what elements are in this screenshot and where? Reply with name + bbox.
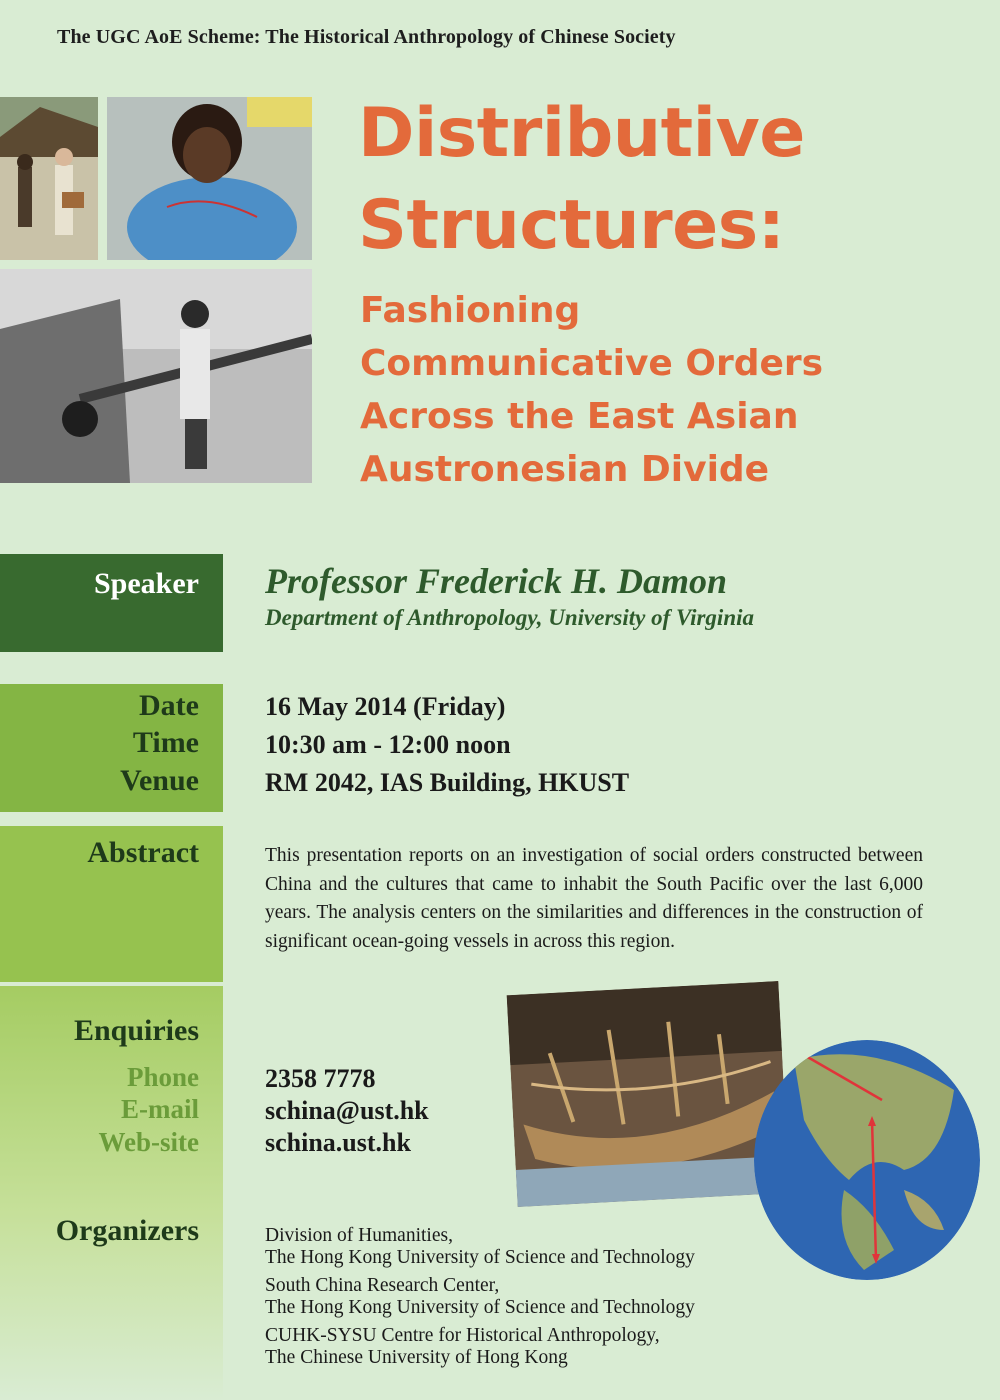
event-subtitle [360,284,823,496]
photo-canoe-builders [0,269,312,483]
organizer-line: The Hong Kong University of Science and Technology [265,1297,695,1318]
speaker-label: Speaker [94,567,199,600]
website-value[interactable]: schina.ust.hk [265,1128,411,1157]
date-label: Date [139,689,199,722]
email-value[interactable]: schina@ust.hk [265,1096,429,1125]
venue-value: RM 2042, IAS Building, HKUST [265,768,630,797]
photo-villagers [0,97,98,260]
time-label: Time [132,726,199,759]
subtitle-line: Fashioning [360,290,581,331]
time-value: 10:30 am - 12:00 noon [265,730,511,759]
enquiries-label-block [0,986,223,1400]
organizer-line: South China Research Center, [265,1275,500,1296]
speaker-department: Department of Anthropology, University of Virginia [265,605,754,630]
organizer-line: The Hong Kong University of Science and Technology [265,1247,695,1268]
abstract-label: Abstract [87,836,199,869]
phone-value: 2358 7778 [265,1064,376,1093]
event-title-line-2: Structures: [358,186,785,265]
organizer-line: CUHK-SYSU Centre for Historical Anthropology, [265,1325,660,1346]
photo-woman-weaving [107,97,312,260]
speaker-label-block [0,554,223,652]
speaker-name: Professor Frederick H. Damon [265,561,727,601]
organizer-item [265,1225,695,1269]
organizers-label: Organizers [55,1214,199,1247]
photo-ship-model [507,981,790,1207]
date-value: 16 May 2014 (Friday) [265,692,506,721]
subtitle-line: Austronesian Divide [360,449,770,490]
abstract-text: This presentation reports on an investigation of social orders constructed between China and the cultures that came to inhabit the South Pacific over the last 6,000 years. The analysis centers on the similarities and differences in the construction of significant ocean-going vessels in across this region. [265,845,923,952]
website-label: Web-site [98,1127,199,1157]
organizer-line: Division of Humanities, [265,1225,453,1246]
details-label-block [0,684,223,812]
organizer-item [265,1275,695,1319]
organizer-line: The Chinese University of Hong Kong [265,1347,568,1368]
email-label: E-mail [121,1094,199,1124]
venue-label: Venue [120,764,199,797]
scheme-header: The UGC AoE Scheme: The Historical Anthropology of Chinese Society [57,26,676,48]
abstract-label-block [0,826,223,982]
globe-map [754,1040,980,1280]
event-title-line-1: Distributive [358,94,805,173]
enquiries-label: Enquiries [73,1014,199,1047]
organizer-item [265,1325,660,1369]
subtitle-line: Across the East Asian [360,396,799,437]
subtitle-line: Communicative Orders [360,343,824,384]
phone-label: Phone [126,1062,199,1092]
